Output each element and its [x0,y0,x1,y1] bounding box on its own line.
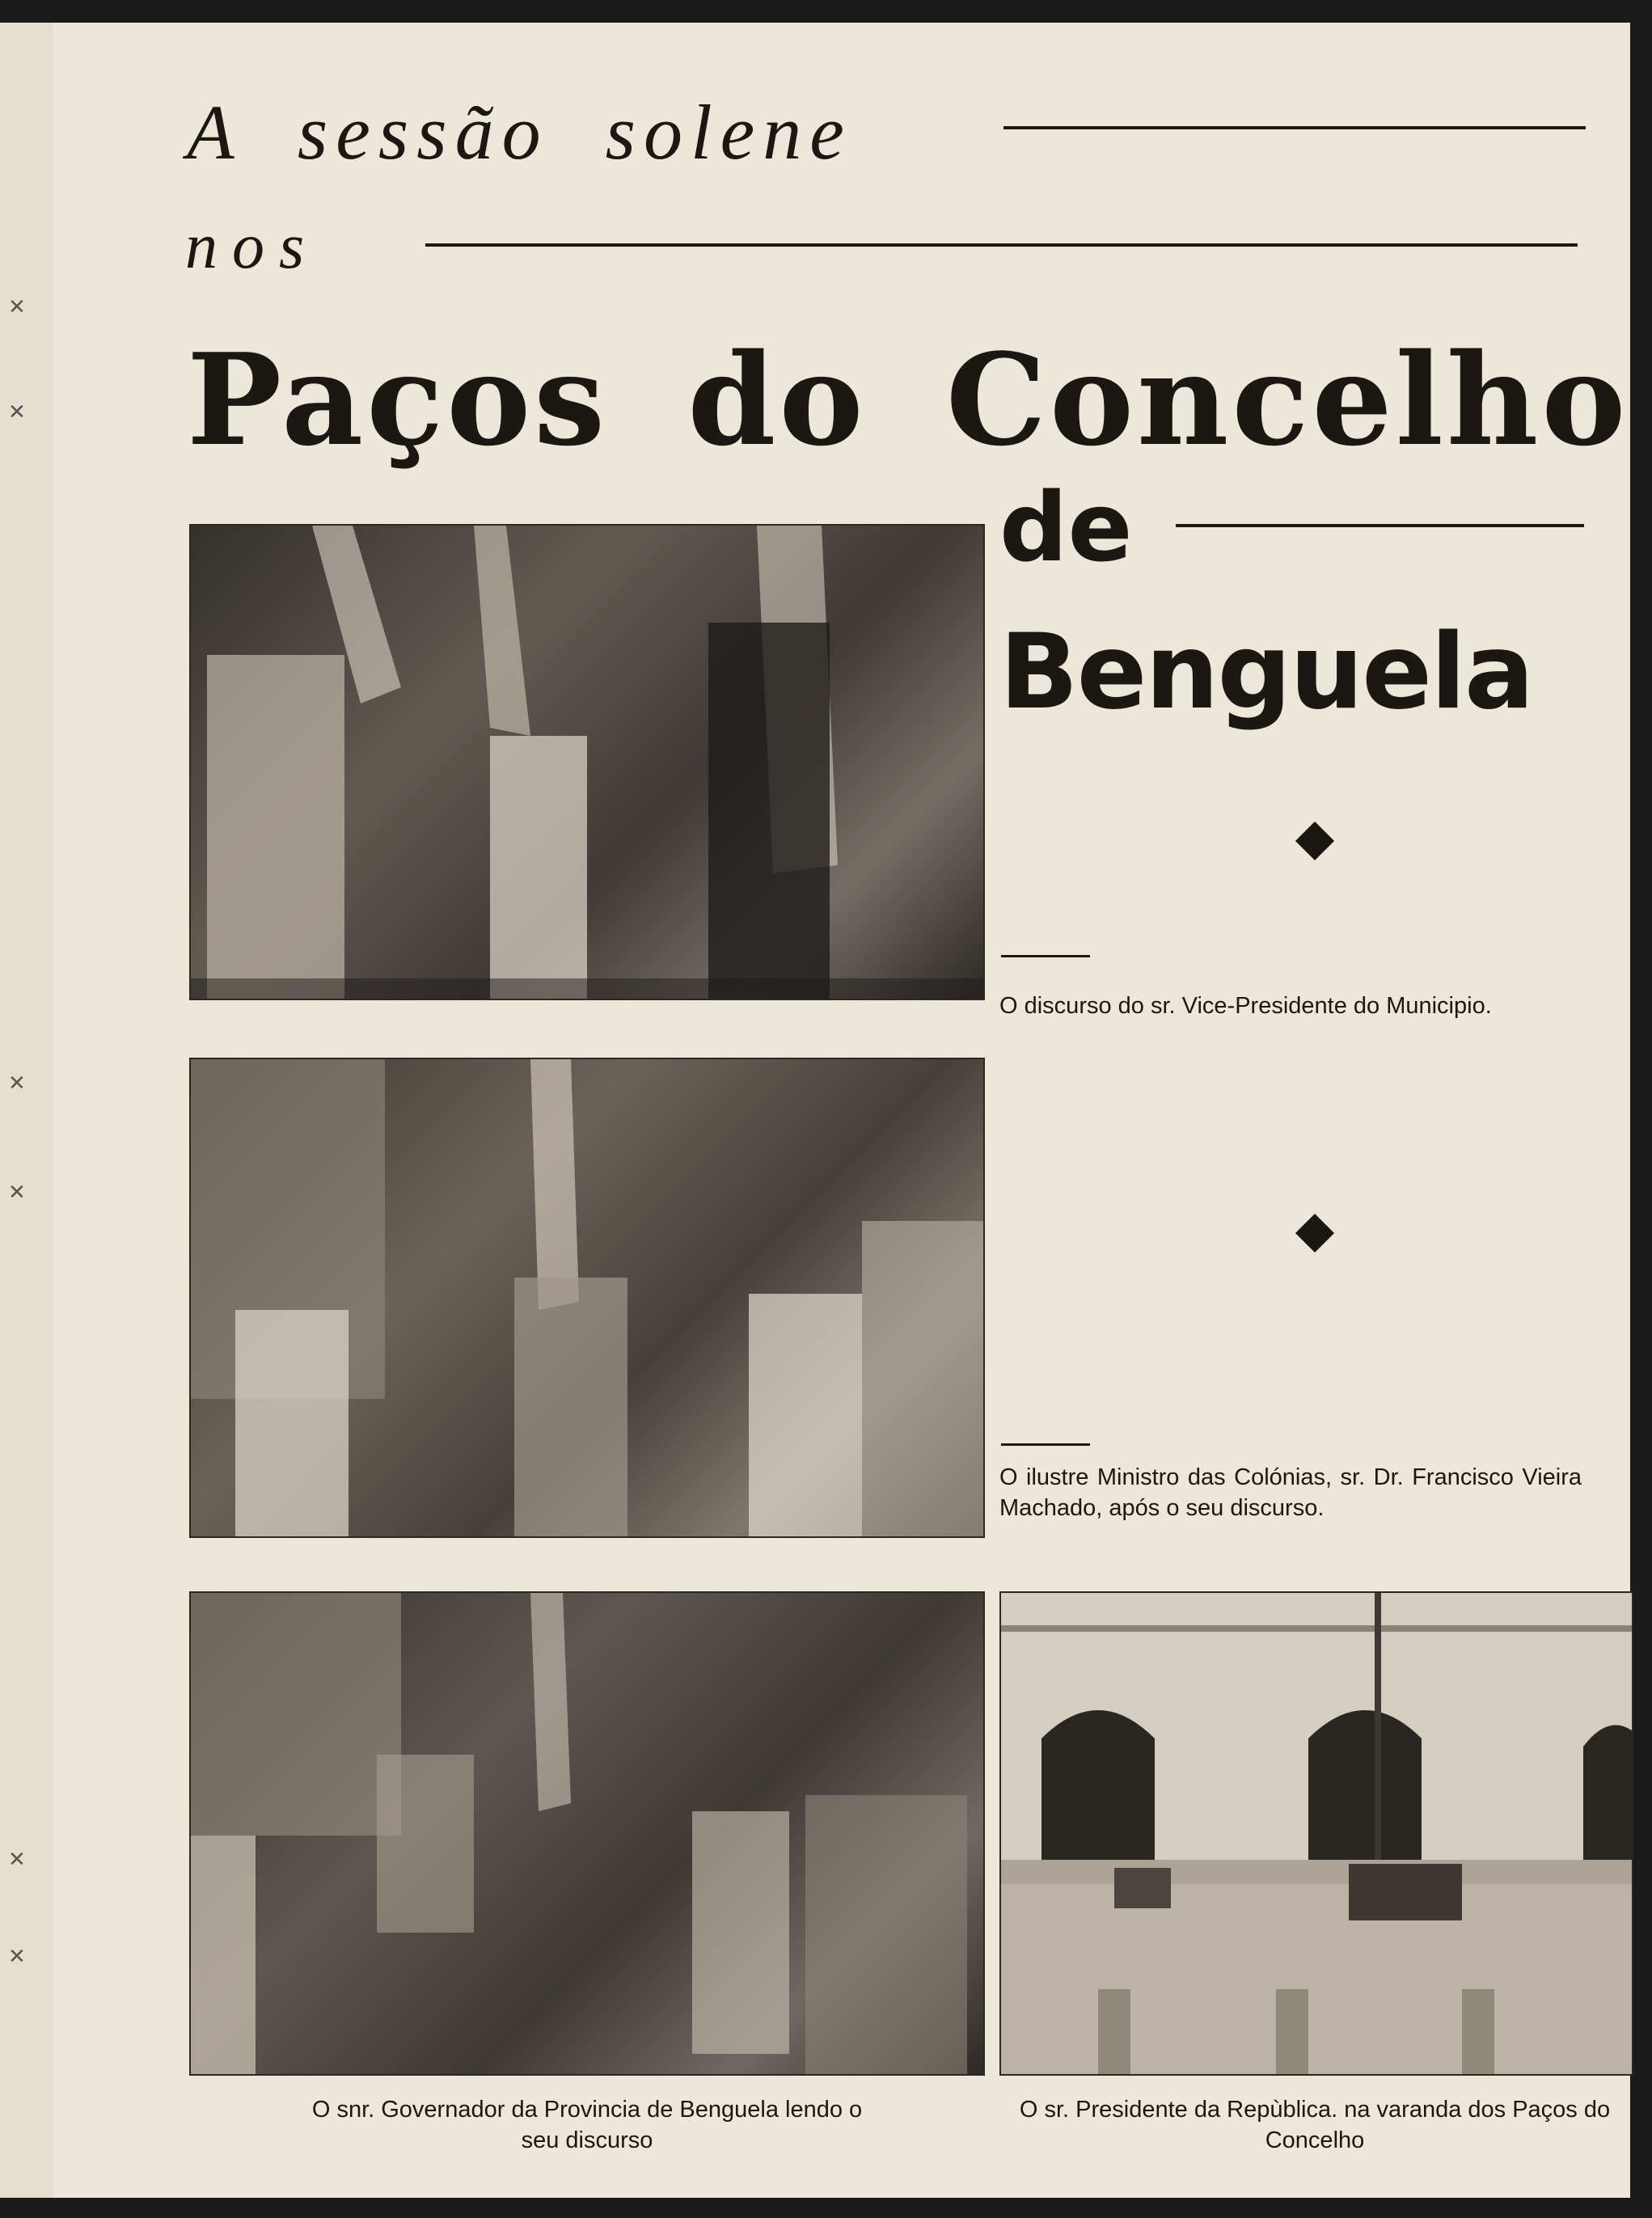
headline-line-5: Benguela [999,612,1533,733]
headline-line-4: de [999,471,1133,583]
magazine-page [53,23,1630,2198]
headline-rule-1 [1003,126,1586,129]
headline-line-3: Paços do Concelho [187,326,1629,474]
ornament-diamond [1295,1214,1334,1253]
caption-governador: O snr. Governador da Provincia de Benguela lendo o seu discurso [311,2097,863,2153]
caption-vice-presidente: O discurso do sr. Vice-Presidente do Municipio. [999,993,1492,1019]
binding-hole: ✕ [8,1945,26,1969]
caption-presidente: O sr. Presidente da Repùblica. na varanda dos Paços do Concelho [1019,2097,1611,2153]
ornament-diamond [1295,822,1334,860]
caption-rule [1001,1443,1090,1446]
binding-hole: ✕ [8,295,26,319]
binding-hole: ✕ [8,400,26,425]
caption-ministro: O ilustre Ministro das Colónias, sr. Dr. Francisco Vieira Machado, após o seu discurso. [999,1464,1582,1521]
binding-hole: ✕ [8,1848,26,1872]
binding-hole: ✕ [8,1071,26,1096]
binding-hole: ✕ [8,1181,26,1205]
binding-edge [0,23,55,2198]
headline-line-2: nos [185,211,319,282]
photo-vice-presidente [189,524,985,1000]
caption-rule [1001,955,1090,957]
headline-rule-2 [425,243,1578,247]
photo-ministro [189,1058,985,1538]
headline-line-1: A sessão solene [187,89,852,175]
photo-governador [189,1591,985,2076]
photo-presidente [999,1591,1633,2076]
headline-rule-3 [1176,524,1584,527]
